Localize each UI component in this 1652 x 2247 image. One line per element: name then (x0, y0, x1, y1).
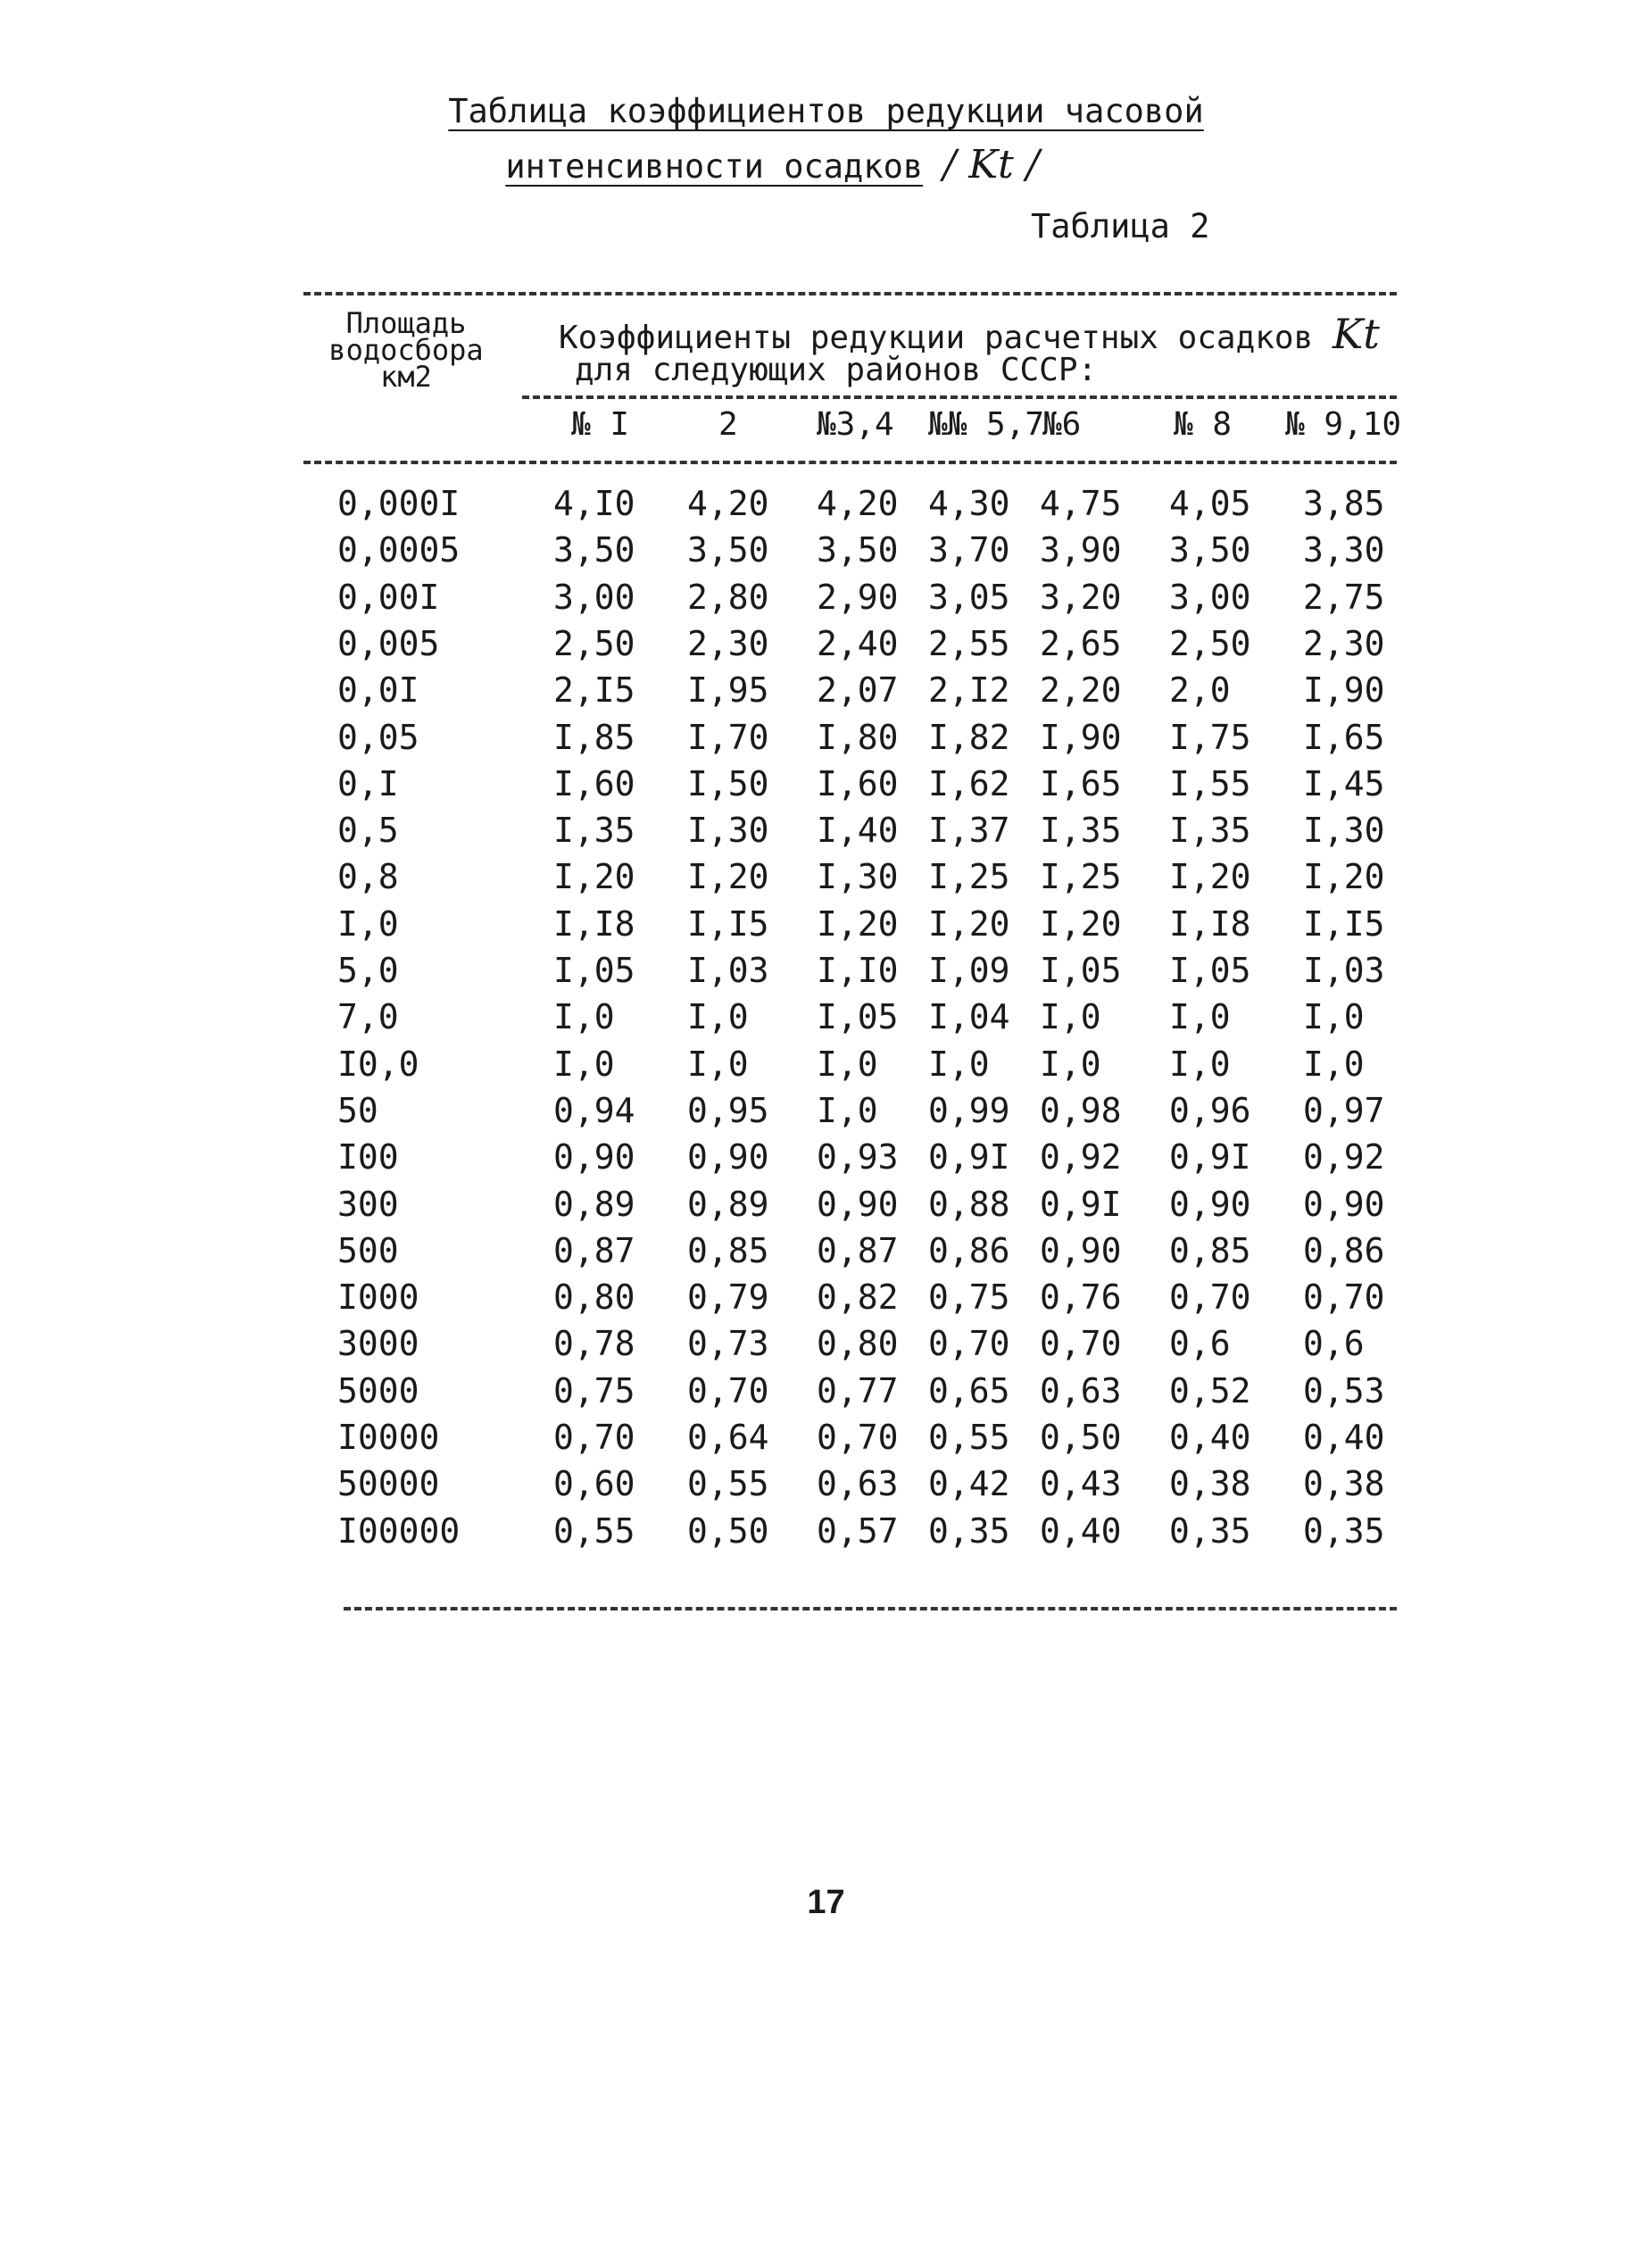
coefficient-cell: 0,9I (928, 1137, 1010, 1178)
coefficient-cell: I,80 (817, 717, 899, 757)
coefficient-cell: 4,30 (928, 484, 1010, 523)
area-cell: I000 (337, 1277, 419, 1318)
coefficient-cell: 2,90 (817, 577, 899, 617)
area-cell: 0,00I (337, 577, 440, 617)
coefficients-header: Коэффициенты редукции расчетных осадков Kt для следующих районов СССР: (559, 310, 1380, 388)
coefficient-cell: 2,40 (817, 623, 899, 663)
coefficient-cell: 0,76 (1040, 1277, 1122, 1318)
coefficient-cell: 0,35 (1303, 1510, 1385, 1551)
coefficient-cell: I,20 (1303, 857, 1385, 897)
coefficient-cell: 0,86 (1303, 1230, 1385, 1270)
coefficient-cell: 0,85 (1169, 1230, 1251, 1270)
coefficient-cell: I,50 (687, 763, 769, 803)
coefficient-cell: 0,43 (1040, 1464, 1122, 1504)
coefficient-cell: 0,75 (553, 1370, 635, 1411)
coefficient-cell: 0,35 (928, 1510, 1010, 1551)
area-cell: 3000 (337, 1324, 419, 1364)
coefficient-cell: 0,38 (1169, 1464, 1251, 1504)
area-cell: 0,0I (337, 670, 419, 711)
coefficient-cell: I,09 (928, 951, 1010, 990)
subheader-rule (522, 395, 1397, 399)
coefficient-cell: 0,9I (1040, 1184, 1122, 1224)
coefficient-cell: 0,57 (817, 1510, 899, 1551)
coefficient-cell: 0,9I (1169, 1137, 1251, 1178)
coefficient-cell: I,65 (1040, 763, 1122, 803)
coefficient-cell: 4,I0 (553, 484, 635, 523)
coefficient-cell: I,30 (1303, 811, 1385, 851)
coefficient-cell: 0,94 (553, 1090, 635, 1130)
coefficient-cell: I,I0 (817, 951, 899, 990)
coefficient-cell: I,0 (1169, 1044, 1231, 1084)
coefficient-cell: I,03 (1303, 951, 1385, 990)
coefficient-cell: 0,90 (687, 1137, 769, 1178)
coefficient-cell: I,05 (1040, 951, 1122, 990)
coefficient-cell: I,25 (1040, 857, 1122, 897)
column-header: № 9,10 (1285, 406, 1402, 443)
coefficient-cell: 0,77 (817, 1370, 899, 1411)
coefficient-cell: 4,05 (1169, 484, 1251, 523)
coefficient-cell: 0,87 (817, 1230, 899, 1270)
coefficient-cell: 0,70 (817, 1418, 899, 1457)
area-cell: 0,05 (337, 717, 419, 757)
coefficient-cell: I,0 (928, 1044, 990, 1084)
coefficient-cell: 0,86 (928, 1230, 1010, 1270)
coefficient-cell: I,30 (687, 811, 769, 851)
coefficient-cell: 2,80 (687, 577, 769, 617)
coefficient-cell: 3,05 (928, 577, 1010, 617)
coefficient-cell: I,20 (687, 857, 769, 897)
coefficient-cell: I,62 (928, 763, 1010, 803)
coefficient-cell: 0,90 (1040, 1230, 1122, 1270)
coefficient-cell: I,04 (928, 997, 1010, 1037)
coefficient-cell: I,20 (928, 903, 1010, 944)
coefficient-cell: 3,90 (1040, 530, 1122, 570)
coefficient-cell: I,0 (1040, 1044, 1101, 1084)
coefficient-cell: I,I8 (1169, 903, 1251, 944)
coefficient-cell: 0,70 (928, 1324, 1010, 1364)
coefficient-cell: I,0 (687, 997, 749, 1037)
coefficient-cell: I,25 (928, 857, 1010, 897)
column-header: № I (571, 406, 630, 443)
coefficient-cell: I,03 (687, 951, 769, 990)
coefficient-cell: 0,89 (553, 1184, 635, 1224)
table-number: Таблица 2 (1031, 207, 1210, 246)
coefficient-cell: 0,52 (1169, 1370, 1251, 1411)
coefficient-cell: 0,70 (687, 1370, 769, 1411)
coefficient-cell: 0,64 (687, 1418, 769, 1457)
area-cell: 5,0 (337, 951, 399, 990)
coefficient-cell: 0,70 (1040, 1324, 1122, 1364)
coefficient-cell: I,0 (817, 1090, 878, 1130)
coefficient-cell: 2,65 (1040, 623, 1122, 663)
coefficient-cell: 0,63 (1040, 1370, 1122, 1411)
coefficient-cell: I,75 (1169, 717, 1251, 757)
column-header: №3,4 (817, 406, 894, 443)
coefficient-cell: 0,95 (687, 1090, 769, 1130)
coefficient-cell: I,0 (1303, 1044, 1365, 1084)
coefficient-cell: 0,70 (553, 1418, 635, 1457)
area-cell: I00 (337, 1137, 399, 1178)
header-bottom-rule (303, 461, 1397, 464)
kt-symbol: / Kt / (942, 142, 1040, 187)
area-cell: 5000 (337, 1370, 419, 1411)
coefficient-cell: 2,30 (1303, 623, 1385, 663)
coefficient-cell: I,0 (553, 997, 615, 1037)
coefficient-cell: 0,90 (1169, 1184, 1251, 1224)
coefficient-cell: I,0 (1169, 997, 1231, 1037)
coefficient-cell: I,95 (687, 670, 769, 711)
column-header: 2 (718, 406, 738, 443)
area-cell: 0,005 (337, 623, 440, 663)
coefficient-cell: 3,50 (817, 530, 899, 570)
coefficient-cell: 0,75 (928, 1277, 1010, 1318)
coefficient-cell: I,05 (1169, 951, 1251, 990)
kt-symbol-header: Kt (1332, 310, 1380, 358)
coefficient-cell: 3,50 (553, 530, 635, 570)
area-column-header: Площадь водосбора км2 (328, 306, 484, 394)
coefficient-cell: 0,89 (687, 1184, 769, 1224)
area-cell: 0,0005 (337, 530, 461, 570)
coefficient-cell: 0,78 (553, 1324, 635, 1364)
coefficient-cell: I,30 (817, 857, 899, 897)
coefficient-cell: 0,80 (553, 1277, 635, 1318)
coefficient-cell: I,05 (817, 997, 899, 1037)
coefficient-cell: 0,53 (1303, 1370, 1385, 1411)
coefficient-cell: 0,96 (1169, 1090, 1251, 1130)
area-cell: I00000 (337, 1510, 461, 1551)
coefficient-cell: 3,85 (1303, 484, 1385, 523)
coefficient-cell: I,85 (553, 717, 635, 757)
coefficient-cell: 2,50 (553, 623, 635, 663)
coefficient-cell: 0,6 (1169, 1324, 1231, 1364)
coefficient-cell: I,I5 (1303, 903, 1385, 944)
coefficient-cell: 0,88 (928, 1184, 1010, 1224)
coefficient-cell: I,0 (1303, 997, 1365, 1037)
area-cell: 7,0 (337, 997, 399, 1037)
table-top-rule (303, 292, 1397, 295)
coefficient-cell: I,60 (553, 763, 635, 803)
coefficient-cell: 0,55 (553, 1510, 635, 1551)
area-cell: I0000 (337, 1418, 440, 1457)
coefficient-cell: 0,70 (1303, 1277, 1385, 1318)
coefficient-cell: 4,20 (687, 484, 769, 523)
title-line-2: интенсивности осадков / Kt / (505, 142, 1040, 187)
area-cell: 0,I (337, 763, 399, 803)
coefficient-cell: 0,60 (553, 1464, 635, 1504)
document-title (0, 85, 1652, 194)
page-number: 17 (807, 1884, 845, 1921)
area-cell: 50000 (337, 1464, 440, 1504)
coefficient-cell: I,35 (1169, 811, 1251, 851)
coefficient-cell: 3,30 (1303, 530, 1385, 570)
coefficient-cell: 0,63 (817, 1464, 899, 1504)
coefficient-cell: 0,90 (817, 1184, 899, 1224)
coefficient-cell: 0,55 (928, 1418, 1010, 1457)
coefficient-cell: I,37 (928, 811, 1010, 851)
coefficient-cell: 0,70 (1169, 1277, 1251, 1318)
area-cell: 0,5 (337, 811, 399, 851)
coefficient-cell: I,0 (817, 1044, 878, 1084)
coefficient-cell: 0,99 (928, 1090, 1010, 1130)
coefficient-cell: I,65 (1303, 717, 1385, 757)
coefficient-cell: 0,80 (817, 1324, 899, 1364)
area-cell: 0,8 (337, 857, 399, 897)
coefficient-cell: I,90 (1303, 670, 1385, 711)
coefficient-cell: 0,35 (1169, 1510, 1251, 1551)
coefficient-cell: I,82 (928, 717, 1010, 757)
area-cell: 500 (337, 1230, 399, 1270)
coefficient-cell: I,20 (1169, 857, 1251, 897)
coefficient-cell: 2,I5 (553, 670, 635, 711)
coefficient-cell: 2,75 (1303, 577, 1385, 617)
coefficient-cell: 3,50 (687, 530, 769, 570)
coefficient-cell: I,20 (1040, 903, 1122, 944)
coefficient-cell: I,55 (1169, 763, 1251, 803)
coefficient-cell: 4,20 (817, 484, 899, 523)
coefficient-cell: 0,50 (1040, 1418, 1122, 1457)
coefficient-cell: I,35 (553, 811, 635, 851)
coefficient-cell: 3,00 (1169, 577, 1251, 617)
coefficient-cell: 2,30 (687, 623, 769, 663)
coefficient-cell: 3,20 (1040, 577, 1122, 617)
coefficient-cell: 2,55 (928, 623, 1010, 663)
table-bottom-rule (344, 1607, 1397, 1610)
coefficient-cell: I,05 (553, 951, 635, 990)
area-cell: I0,0 (337, 1044, 419, 1084)
area-cell: 0,000I (337, 484, 461, 523)
coefficient-cell: 3,50 (1169, 530, 1251, 570)
coefficient-cell: I,0 (553, 1044, 615, 1084)
coefficient-cell: 0,40 (1303, 1418, 1385, 1457)
coefficient-cell: 2,I2 (928, 670, 1010, 711)
coefficient-cell: I,I5 (687, 903, 769, 944)
coefficient-cell: I,35 (1040, 811, 1122, 851)
coefficient-cell: 0,92 (1303, 1137, 1385, 1178)
coefficient-cell: 0,65 (928, 1370, 1010, 1411)
coefficient-cell: I,20 (817, 903, 899, 944)
coefficient-cell: 0,98 (1040, 1090, 1122, 1130)
coefficient-cell: I,0 (1040, 997, 1101, 1037)
coefficient-cell: 3,00 (553, 577, 635, 617)
coefficient-cell: 0,79 (687, 1277, 769, 1318)
coefficient-cell: 0,42 (928, 1464, 1010, 1504)
coefficient-cell: 0,97 (1303, 1090, 1385, 1130)
coefficient-cell: 2,07 (817, 670, 899, 711)
coefficient-cell: 4,75 (1040, 484, 1122, 523)
coefficient-cell: I,90 (1040, 717, 1122, 757)
coefficient-cell: 2,0 (1169, 670, 1231, 711)
coefficient-cell: 3,70 (928, 530, 1010, 570)
area-cell: 50 (337, 1090, 378, 1130)
coefficient-cell: 0,6 (1303, 1324, 1365, 1364)
coefficient-cell: I,I8 (553, 903, 635, 944)
coefficient-cell: 2,20 (1040, 670, 1122, 711)
coefficient-cell: 0,85 (687, 1230, 769, 1270)
coefficient-cell: 0,40 (1169, 1418, 1251, 1457)
coefficient-cell: 0,40 (1040, 1510, 1122, 1551)
column-header: №6 (1042, 406, 1082, 443)
coefficient-cell: 0,90 (1303, 1184, 1385, 1224)
coefficient-cell: 2,50 (1169, 623, 1251, 663)
coefficient-cell: 0,55 (687, 1464, 769, 1504)
coefficient-cell: 0,92 (1040, 1137, 1122, 1178)
coefficient-cell: 0,87 (553, 1230, 635, 1270)
coefficient-cell: 0,93 (817, 1137, 899, 1178)
coefficient-cell: 0,90 (553, 1137, 635, 1178)
coefficient-cell: I,60 (817, 763, 899, 803)
coefficient-cell: I,40 (817, 811, 899, 851)
coefficient-cell: I,70 (687, 717, 769, 757)
coefficient-cell: 0,82 (817, 1277, 899, 1318)
coefficient-cell: 0,73 (687, 1324, 769, 1364)
title-line-1: Таблица коэффициентов редукции часовой (448, 92, 1204, 130)
area-cell: 300 (337, 1184, 399, 1224)
coefficient-cell: I,0 (687, 1044, 749, 1084)
area-cell: I,0 (337, 903, 399, 944)
column-header: №№ 5,7 (928, 406, 1045, 443)
column-header: № 8 (1174, 406, 1233, 443)
coefficient-cell: I,20 (553, 857, 635, 897)
coefficient-cell: 0,50 (687, 1510, 769, 1551)
coefficient-cell: I,45 (1303, 763, 1385, 803)
coefficient-cell: 0,38 (1303, 1464, 1385, 1504)
